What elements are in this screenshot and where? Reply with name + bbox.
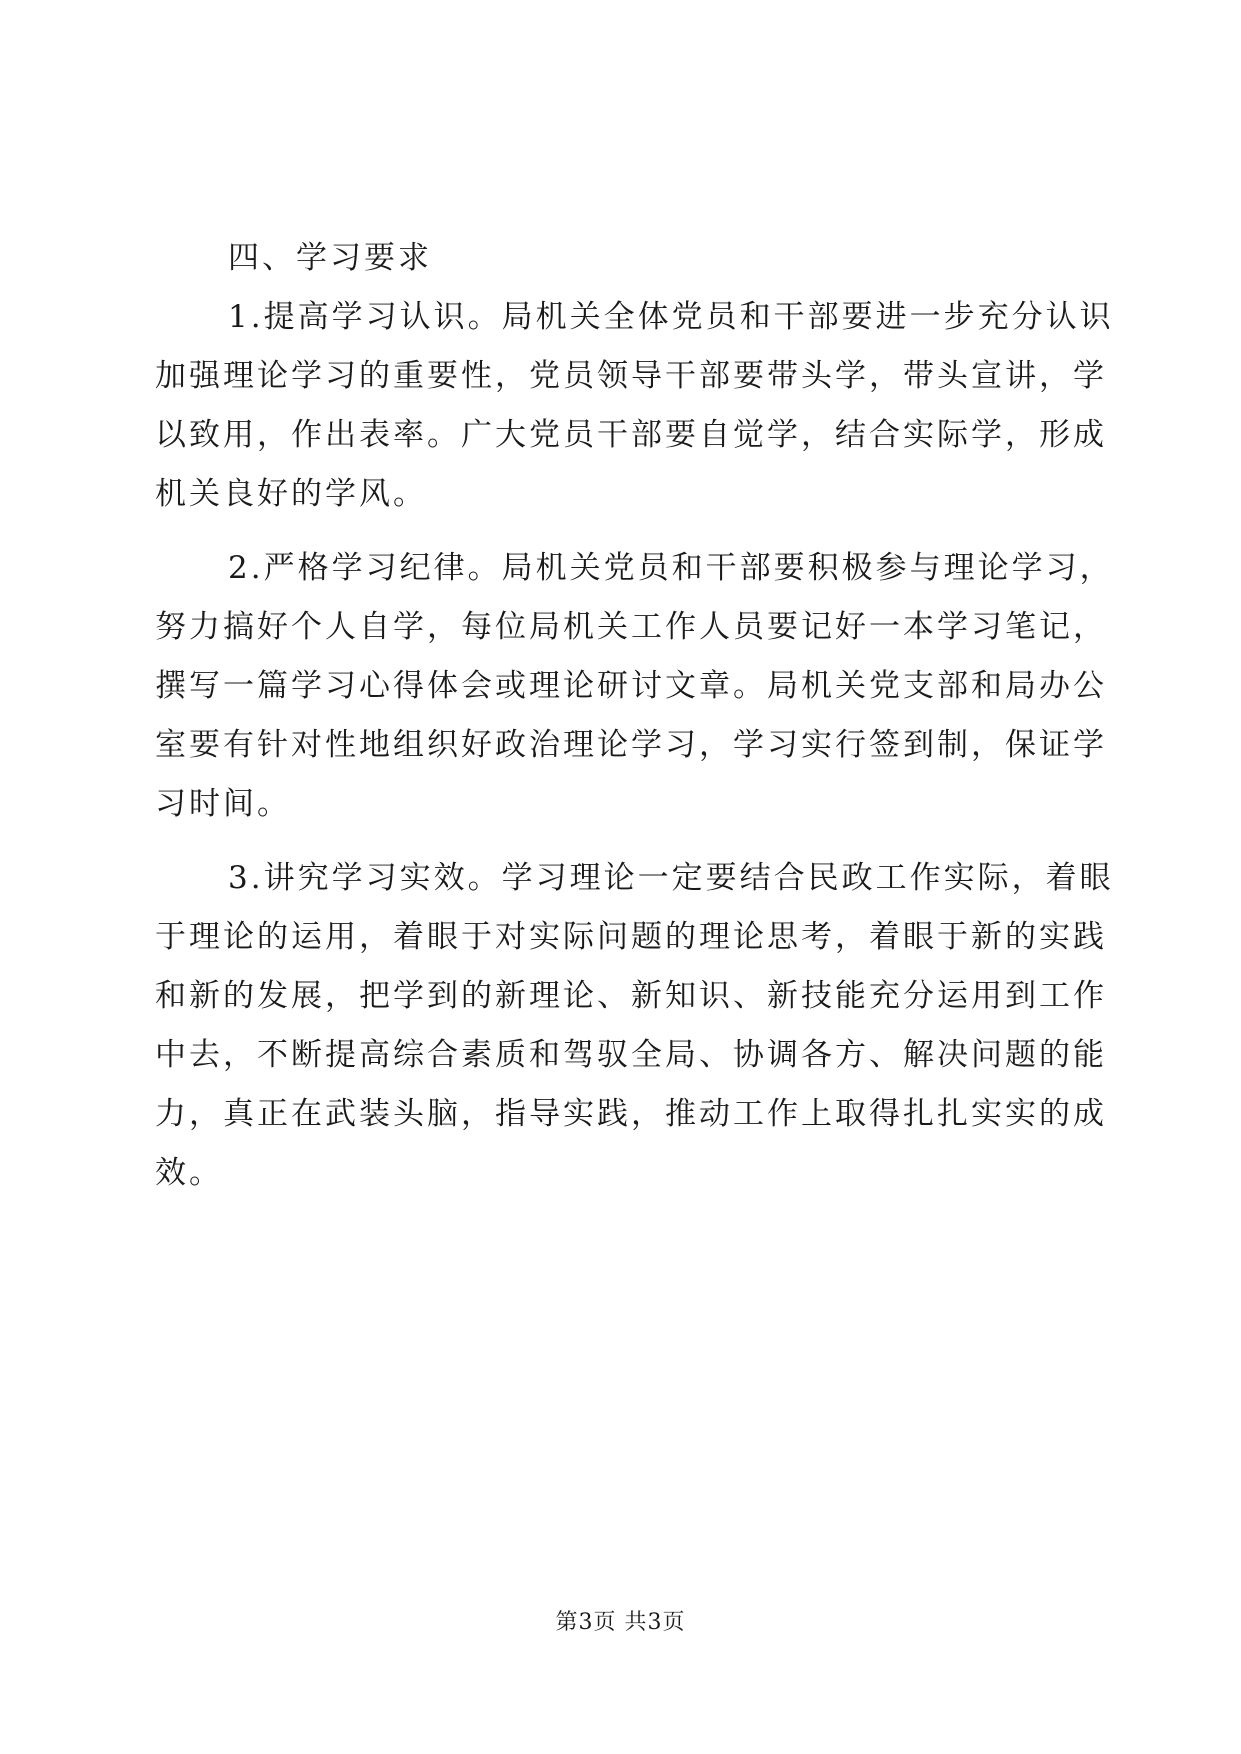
paragraph-2-line-3: 撰写一篇学习心得体会或理论研讨文章。局机关党支部和局办公 [155, 668, 1107, 704]
paragraph-3-line-6: 效。 [155, 1155, 223, 1191]
paragraph-2-line-4: 室要有针对性地组织好政治理论学习，学习实行签到制，保证学 [155, 727, 1107, 763]
paragraph-2-line-2: 努力搞好个人自学，每位局机关工作人员要记好一本学习笔记， [155, 609, 1107, 645]
paragraph-3-line-3: 和新的发展，把学到的新理论、新知识、新技能充分运用到工作 [155, 978, 1107, 1014]
paragraph-3-line-2: 于理论的运用，着眼于对实际问题的理论思考，着眼于新的实践 [155, 919, 1107, 955]
paragraph-1-line-2: 加强理论学习的重要性，党员领导干部要带头学，带头宣讲，学 [155, 358, 1107, 394]
page-number-footer: 第3页 共3页 [555, 1610, 686, 1635]
paragraph-1-line-4: 机关良好的学风。 [155, 476, 427, 512]
section-heading: 四、学习要求 [228, 240, 432, 276]
paragraph-3-line-5: 力，真正在武装头脑，指导实践，推动工作上取得扎扎实实的成 [155, 1096, 1107, 1132]
paragraph-2-line-1: 2.严格学习纪律。局机关党员和干部要积极参与理论学习， [228, 550, 1114, 586]
paragraph-2-line-5: 习时间。 [155, 786, 291, 822]
paragraph-1-line-1: 1.提高学习认识。局机关全体党员和干部要进一步充分认识 [228, 299, 1114, 335]
paragraph-3-line-1: 3.讲究学习实效。学习理论一定要结合民政工作实际，着眼 [228, 860, 1114, 896]
paragraph-1-line-3: 以致用，作出表率。广大党员干部要自觉学，结合实际学，形成 [155, 417, 1107, 453]
paragraph-3-line-4: 中去，不断提高综合素质和驾驭全局、协调各方、解决问题的能 [155, 1037, 1107, 1073]
